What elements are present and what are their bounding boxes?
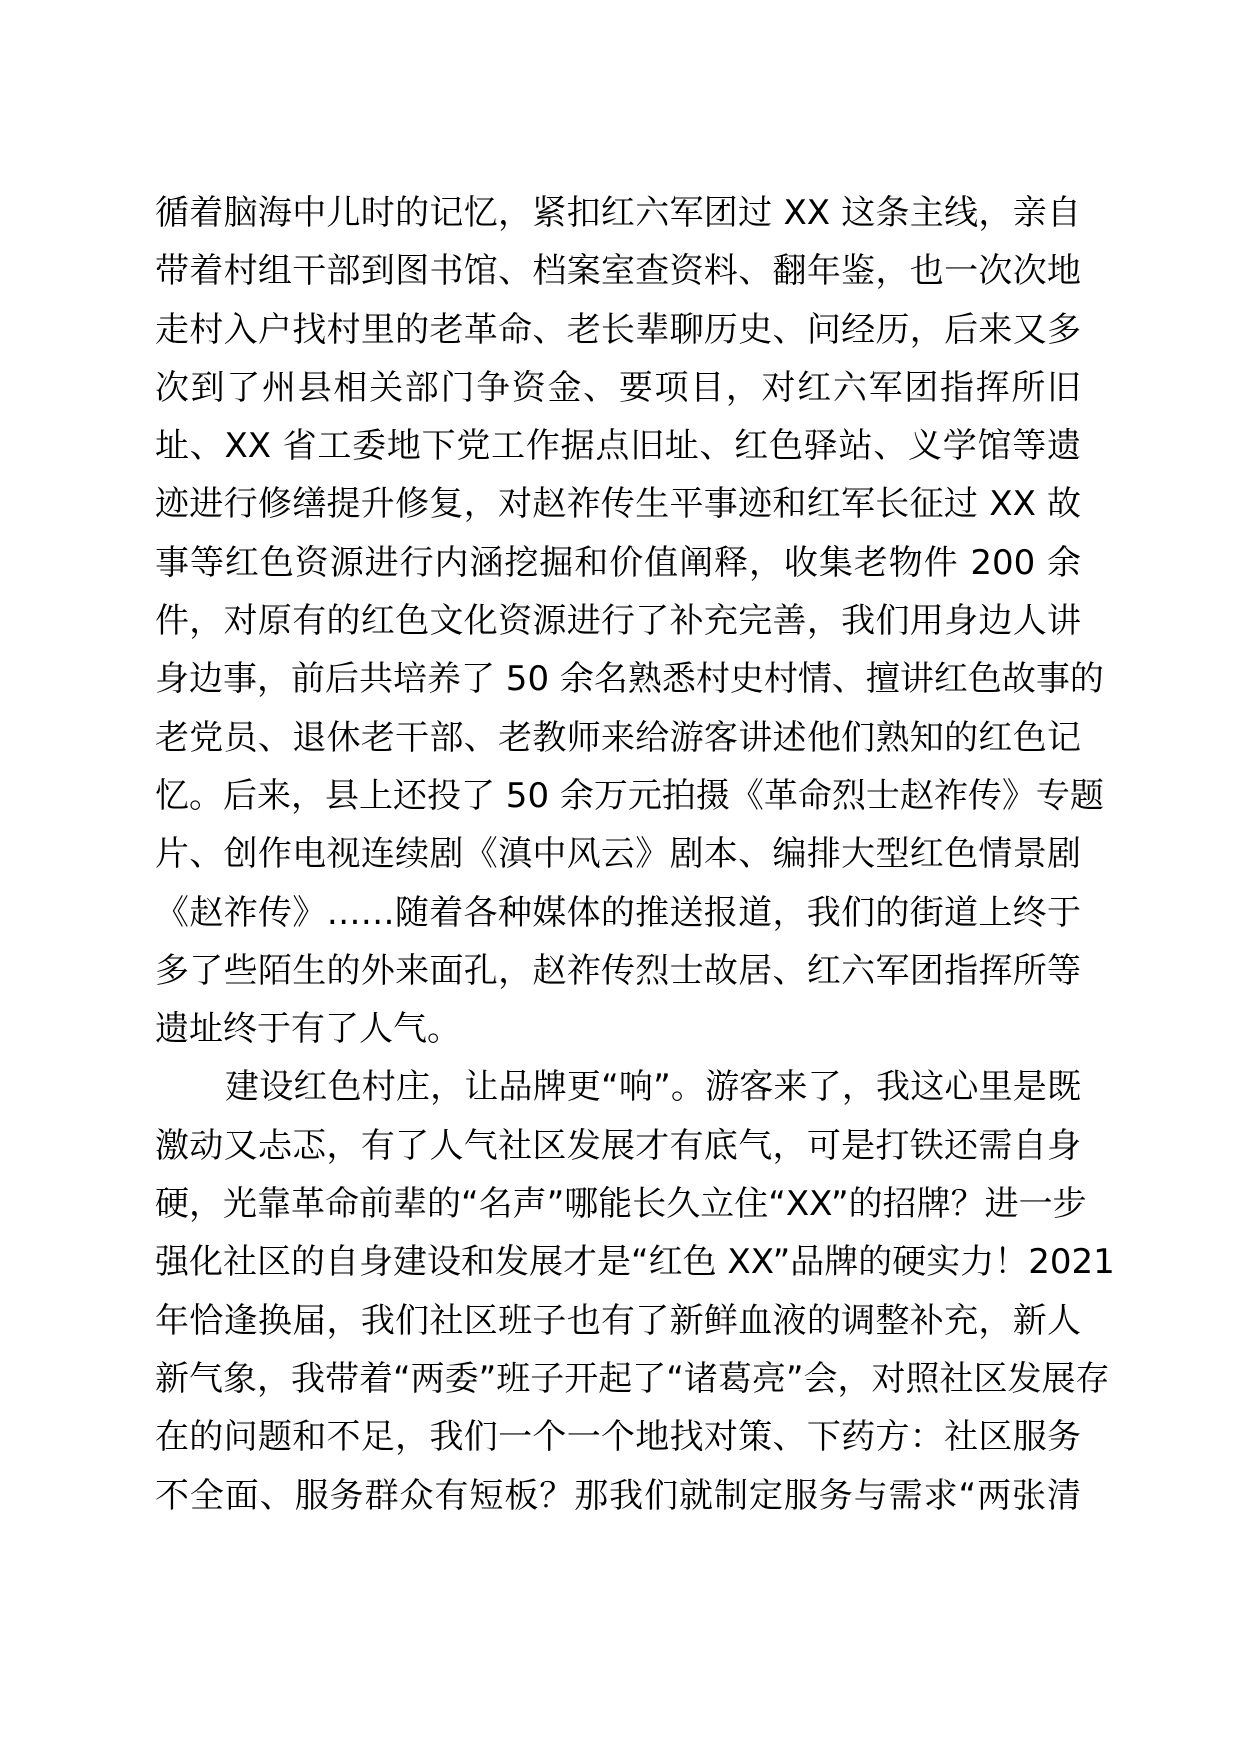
text-line: 不全面、服务群众有短板？那我们就制定服务与需求“两张清 [155, 1475, 1081, 1516]
text-line: 强化社区的自身建设和发展才是“红色 XX”品牌的硬实力！2021 [155, 1242, 1115, 1283]
text-line: 硬，光靠革命前辈的“名声”哪能长久立住“XX”的招牌？进一步 [155, 1184, 1087, 1225]
text-line: 年恰逢换届，我们社区班子也有了新鲜血液的调整补充，新人 [155, 1300, 1081, 1341]
text-line: 次到了州县相关部门争资金、要项目，对红六军团指挥所旧 [155, 367, 1081, 408]
text-line: 迹进行修缮提升修复，对赵祚传生平事迹和红军长征过 XX 故 [155, 484, 1081, 525]
text-line: 多了些陌生的外来面孔，赵祚传烈士故居、红六军团指挥所等 [155, 950, 1081, 991]
text-line: 老党员、退休老干部、老教师来给游客讲述他们熟知的红色记 [155, 717, 1081, 758]
paragraph [155, 184, 1104, 1058]
text-line: 《赵祚传》……随着各种媒体的推送报道，我们的街道上终于 [155, 892, 1081, 933]
text-line: 带着村组干部到图书馆、档案室查资料、翻年鉴，也一次次地 [155, 251, 1081, 292]
text-line: 激动又忐忑，有了人气社区发展才有底气，可是打铁还需自身 [155, 1125, 1081, 1166]
document-page [155, 184, 1115, 1525]
text-line: 走村入户找村里的老革命、老长辈聊历史、问经历，后来又多 [155, 309, 1081, 350]
text-line: 忆。后来，县上还投了 50 余万元拍摄《革命烈士赵祚传》专题 [155, 775, 1104, 816]
text-line: 址、XX 省工委地下党工作据点旧址、红色驿站、义学馆等遗 [155, 426, 1081, 467]
paragraph [155, 1058, 1115, 1524]
text-line: 遗址终于有了人气。 [155, 1009, 461, 1050]
text-line: 循着脑海中儿时的记忆，紧扣红六军团过 XX 这条主线，亲自 [155, 193, 1081, 233]
text-line: 身边事，前后共培养了 50 余名熟悉村史村情、擅讲红色故事的 [155, 659, 1104, 700]
text-line: 在的问题和不足，我们一个一个地找对策、下药方：社区服务 [155, 1417, 1081, 1458]
text-line: 件，对原有的红色文化资源进行了补充完善，我们用身边人讲 [155, 601, 1081, 642]
text-line: 事等红色资源进行内涵挖掘和价值阐释，收集老物件 200 余 [155, 542, 1081, 583]
text-line: 建设红色村庄，让品牌更“响”。游客来了，我这心里是既 [225, 1067, 1081, 1108]
text-line: 新气象，我带着“两委”班子开起了“诸葛亮”会，对照社区发展存 [155, 1358, 1110, 1399]
text-line: 片、创作电视连续剧《滇中风云》剧本、编排大型红色情景剧 [155, 834, 1081, 875]
